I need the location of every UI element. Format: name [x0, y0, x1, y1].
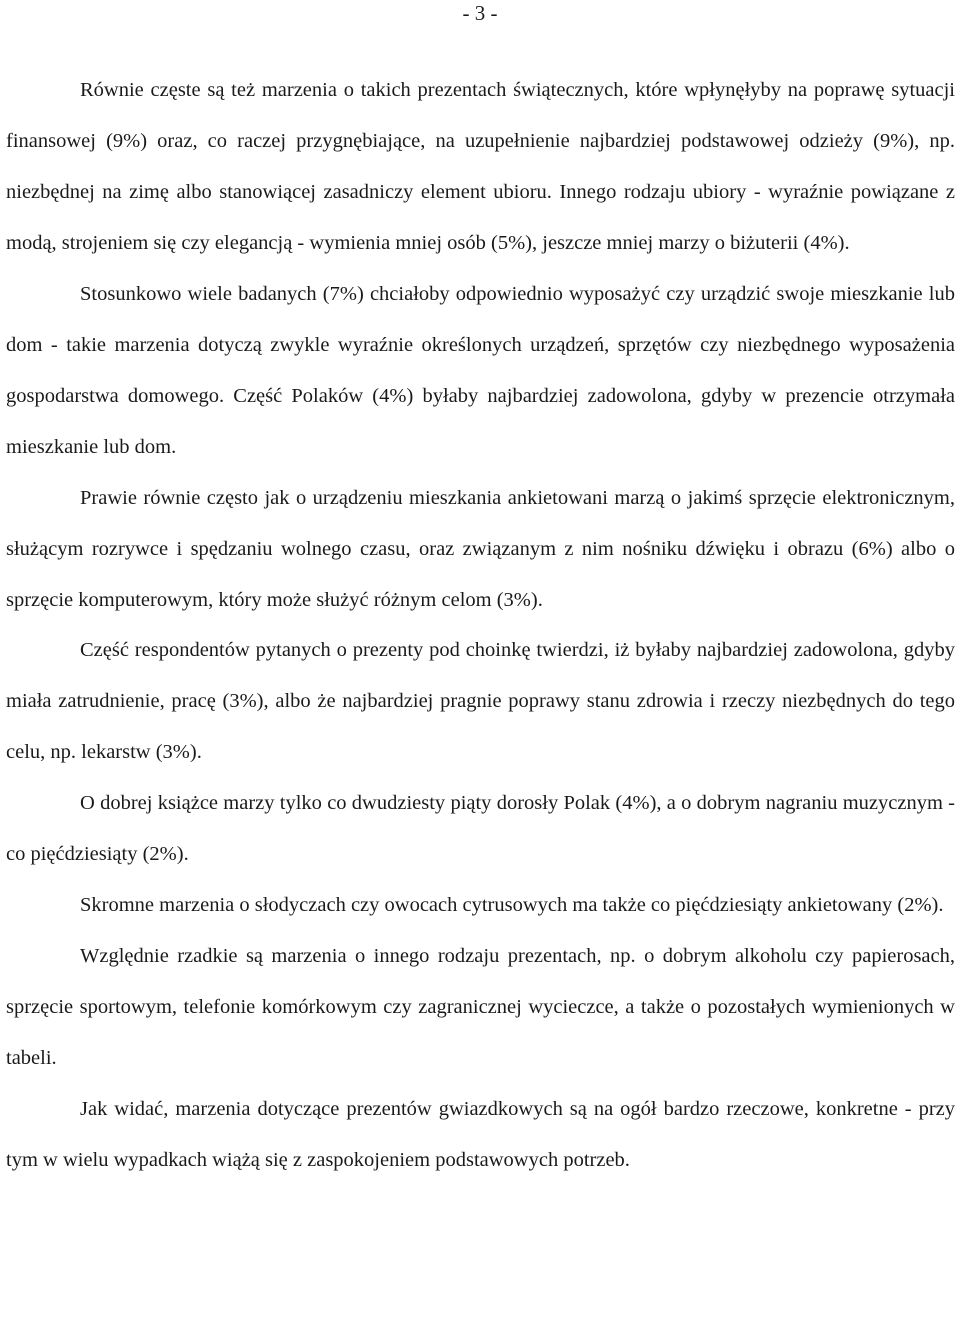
- page-number: - 3 -: [462, 1, 498, 25]
- paragraph-financial-and-clothing: Równie częste są też marzenia o takich prezentach świątecznych, które wpłynęłyby na poprawę sytuacji finansowej (9%) oraz, co raczej przygnębiające, na uzupełnienie najbardziej podstawowej odzieży (9%), np. niezbędnej na zimę albo stanowiącej zasadniczy element ubioru. Innego rodzaju ubiory - wyraźnie powiązane z modą, strojeniem się czy elegancją - wymienia mniej osób (5%), jeszcze mniej marzy o biżuterii (4%).: [6, 79, 955, 254]
- paragraph-books-and-music: O dobrej książce marzy tylko co dwudziesty piąty dorosły Polak (4%), a o dobrym nagraniu muzycznym - co pięćdziesiąty (2%).: [6, 792, 955, 866]
- body-text: [6, 65, 955, 1186]
- paragraph-home-furnishing: Stosunkowo wiele badanych (7%) chciałoby odpowiednio wyposażyć czy urządzić swoje mieszkanie lub dom - takie marzenia dotyczą zwykle wyraźnie określonych urządzeń, sprzętów czy niezbędnego wyposażenia gospodarstwa domowego. Część Polaków (4%) byłaby najbardziej zadowolona, gdyby w prezencie otrzymała mieszkanie lub dom.: [6, 282, 955, 458]
- paragraph-sweets-and-citrus: Skromne marzenia o słodyczach czy owocach cytrusowych ma także co pięćdziesiąty ankietowany (2%).: [80, 894, 944, 917]
- paragraph-conclusion: Jak widać, marzenia dotyczące prezentów gwiazdkowych są na ogół bardzo rzeczowe, konkretne - przy tym w wielu wypadkach wiążą się z zaspokojeniem podstawowych potrzeb.: [6, 1098, 955, 1172]
- paragraph-work-and-health: Część respondentów pytanych o prezenty pod choinkę twierdzi, iż byłaby najbardziej zadowolona, gdyby miała zatrudnienie, pracę (3%), albo że najbardziej pragnie poprawy stanu zdrowia i rzeczy niezbędnych do tego celu, np. lekarstw (3%).: [6, 639, 955, 764]
- paragraph-electronics: Prawie równie często jak o urządzeniu mieszkania ankietowani marzą o jakimś sprzęcie elektronicznym, służącym rozrywce i spędzaniu wolnego czasu, oraz związanym z nim nośniku dźwięku i obrazu (6%) albo o sprzęcie komputerowym, który może służyć różnym celom (3%).: [6, 486, 955, 611]
- paragraph-rare-gifts: Względnie rzadkie są marzenia o innego rodzaju prezentach, np. o dobrym alkoholu czy papierosach, sprzęcie sportowym, telefonie komórkowym czy zagranicznej wycieczce, a także o pozostałych wymienionych w tabeli.: [6, 945, 955, 1070]
